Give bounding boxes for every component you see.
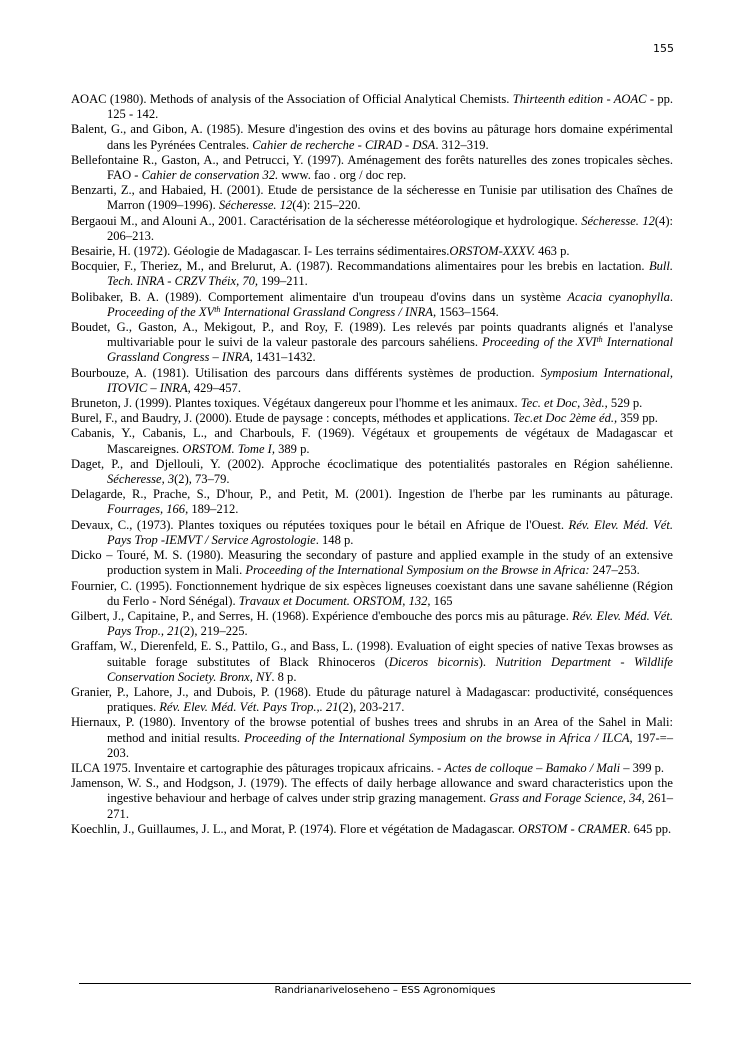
reference-segment: Devaux, C., (1973). Plantes toxiques ou réputées toxiques pour le bétail en Afrique de l'Ouest. xyxy=(71,517,569,532)
reference-italic-segment: Thirteenth edition - AOAC xyxy=(512,92,647,106)
reference-segment: Graffam, W., Dierenfeld, E. S., Pattilo, G., and Bass, L. (1998). Evaluation of eight species of native Texas browses as suitable forage substitutes of Black Rhinoceros ( xyxy=(71,639,673,669)
footer-divider xyxy=(79,983,691,984)
reference-entry xyxy=(71,487,673,517)
reference-entry xyxy=(71,822,673,837)
reference-italic-segment: Symposium International, ITOVIC – INRA, xyxy=(107,365,673,395)
reference-entry xyxy=(71,776,673,822)
reference-entry xyxy=(71,685,673,715)
reference-entry xyxy=(71,320,673,366)
reference-entry xyxy=(71,153,673,183)
reference-segment: Jamenson, W. S., and Hodgson, J. (1979). The effects of daily herbage allowance and sward characteristics upon the ingestive behaviour and herbage of calves under strip grazing management. xyxy=(71,776,673,806)
reference-segment: 429–457. xyxy=(190,380,241,395)
reference-segment: Bergaoui M., and Alouni A., 2001. Caractérisation de la sécheresse météorologique et hydrologique. xyxy=(71,213,582,228)
reference-segment: Koechlin, J., Guillaumes, J. L., and Morat, P. (1974). Flore et végétation de Madagascar. xyxy=(71,821,519,836)
reference-entry xyxy=(71,122,673,152)
reference-entry xyxy=(71,244,673,259)
reference-segment: (2), 203-217. xyxy=(338,700,405,715)
reference-segment: , 261–271. xyxy=(107,791,674,821)
footer-text: Randrianariveloseheno – ESS Agronomiques xyxy=(274,985,496,996)
reference-italic-segment: Proceeding of the International Symposium on the Browse in Africa: xyxy=(245,563,590,578)
reference-list xyxy=(71,92,673,837)
reference-segment: , 1563–1564. xyxy=(432,304,499,319)
reference-entry xyxy=(71,639,673,685)
reference-italic-segment: Travaux et Document. ORSTOM xyxy=(238,593,403,608)
reference-italic-segment: Proceeding of the XV xyxy=(107,304,215,319)
reference-italic-segment: International Grassland Congress / INRA xyxy=(220,304,433,319)
reference-entry xyxy=(71,761,673,776)
reference-italic-segment: ORSTOM. Tome I, xyxy=(182,441,275,456)
reference-entry xyxy=(71,579,673,609)
reference-segment: . xyxy=(669,289,673,304)
reference-segment: Gilbert, J., Capitaine, P., and Serres, H. (1968). Expérience d'embouche des porcs mis au pâturage. xyxy=(71,608,573,623)
reference-segment: 247–253. xyxy=(589,563,640,578)
reference-segment: Bocquier, F., Theriez, M., and Brelurut, A. (1987). Recommandations alimentaires pour les brebis en lactation. xyxy=(71,259,649,274)
reference-italic-segment: Rév. Elev. Méd. Vét. Pays Trop -IEMVT / Service Agrostologie xyxy=(107,517,674,547)
reference-entry xyxy=(71,259,673,289)
reference-entry xyxy=(71,366,673,396)
reference-italic-segment: Grass and Forage Science, 34 xyxy=(489,791,642,806)
reference-italic-segment: Proceeding of the XVI xyxy=(482,335,597,350)
reference-italic-segment: Cahier de conservation 32. xyxy=(141,168,279,183)
reference-segment: (4): 215–220. xyxy=(292,198,361,213)
reference-segment: – 399 p. xyxy=(620,760,665,775)
reference-entry xyxy=(71,715,673,761)
reference-segment: Granier, P., Lahore, J., and Dubois, P. (1968). Etude du pâturage naturel à Madagascar: productivité, conséquences pratiques. xyxy=(71,684,673,715)
reference-italic-segment: Bull. Tech. INRA - CRZV Théix, 70, xyxy=(107,259,673,289)
reference-italic-segment: Nutrition Department - Wildlife Conservation Society. Bronx, NY xyxy=(107,654,673,684)
reference-entry xyxy=(71,396,673,411)
reference-segment: Cabanis, Y., Cabanis, L., and Charbouls, F. (1969). Végétaux et groupements de végétaux de Madagascar et Mascareignes. xyxy=(71,426,673,456)
reference-segment: Bruneton, J. (1999). Plantes toxiques. Végétaux dangereux pour l'homme et les animaux. xyxy=(71,396,521,411)
reference-italic-segment: Fourrages, 166 xyxy=(107,502,186,517)
reference-segment: , 189–212. xyxy=(185,502,239,517)
reference-segment: 199–211. xyxy=(258,274,308,289)
reference-italic-segment: Actes de colloque – Bamako / Mali xyxy=(444,760,621,775)
reference-segment: ILCA 1975. Inventaire et cartographie des pâturages tropicaux africains. - xyxy=(71,760,445,775)
reference-italic-segment: International Grassland Congress – INRA, xyxy=(107,335,673,365)
reference-entry xyxy=(71,426,673,456)
reference-segment: , xyxy=(402,593,409,608)
reference-segment: 359 pp. xyxy=(617,411,658,426)
reference-entry xyxy=(71,214,673,244)
reference-italic-segment: Proceeding of the International Symposium on the browse in Africa / ILCA xyxy=(244,730,630,745)
reference-segment: . 312–319. xyxy=(435,137,489,152)
reference-segment: (2), 73–79. xyxy=(174,472,230,487)
reference-segment: www. fao . org / doc rep. xyxy=(278,168,407,183)
reference-segment: Dicko – Touré, M. S. (1980). Measuring the secondary of pasture and applied example in the study of an extensive production system in Mali. xyxy=(71,548,673,578)
reference-segment: 389 p. xyxy=(274,441,310,456)
reference-entry xyxy=(71,92,673,122)
reference-entry xyxy=(71,290,673,320)
reference-segment: Hiernaux, P. (1980). Inventory of the browse potential of bushes trees and shrubs in an Area of the Sahel in Mali: method and initial results. xyxy=(71,715,673,745)
reference-entry xyxy=(71,518,673,548)
reference-segment: ). xyxy=(478,654,496,669)
reference-segment: 463 p. xyxy=(535,244,570,259)
reference-italic-segment: ORSTOM-XXXV. xyxy=(449,244,535,259)
reference-italic-segment: Diceros bicornis xyxy=(388,654,479,669)
reference-entry xyxy=(71,183,673,213)
reference-italic-segment: Tec. et Doc, 3èd., xyxy=(520,396,608,411)
reference-italic-segment: Sécheresse, 3 xyxy=(107,472,175,487)
reference-italic-segment: Sécheresse. 12 xyxy=(218,198,293,213)
reference-segment: . 645 pp. xyxy=(627,821,672,836)
reference-segment: Bolibaker, B. A. (1989). Comportement alimentaire d'un troupeau d'ovins dans un système xyxy=(71,289,568,304)
reference-segment: . 148 p. xyxy=(315,532,354,547)
reference-italic-segment: Tec.et Doc 2ème éd., xyxy=(513,411,618,426)
reference-segment: AOAC (1980). Methods of analysis of the Association of Official Analytical Chemists. xyxy=(71,92,513,106)
reference-segment: Benzarti, Z., and Habaied, H. (2001). Etude de persistance de la sécheresse en Tunisie par utilisation des Chaînes de Marron (1909–1996). xyxy=(71,183,673,213)
reference-italic-segment: Sécheresse. 12 xyxy=(581,213,655,228)
reference-segment: Balent, G., and Gibon, A. (1985). Mesure d'ingestion des ovins et des bovins au pâturage hors domaine expérimental dans les Pyrénées Centrales. xyxy=(71,122,673,152)
reference-italic-segment: ORSTOM - CRAMER xyxy=(518,821,628,836)
reference-segment: (4): 206–213. xyxy=(107,213,673,243)
reference-segment: Daget, P., and Djellouli, Y. (2002). Approche écoclimatique des potentialités pastorales en Région sahélienne. xyxy=(71,456,673,471)
reference-segment: Besairie, H. (1972). Géologie de Madagascar. I- Les terrains sédimentaires. xyxy=(71,244,450,259)
reference-segment: Fournier, C. (1995). Fonctionnement hydrique de six espèces ligneuses coexistant dans une savane sahélienne (Région du Ferlo - Nord Sénégal). xyxy=(71,578,673,608)
reference-segment: Delagarde, R., Prache, S., D'hour, P., and Petit, M. (2001). Ingestion de l'herbe par les ruminants au pâturage. xyxy=(71,487,673,502)
reference-superscript: th xyxy=(596,335,603,345)
reference-segment: Burel, F., and Baudry, J. (2000). Etude de paysage : concepts, méthodes et applications. xyxy=(71,411,514,426)
page-number: 155 xyxy=(653,42,674,55)
reference-segment: Bellefontaine R., Gaston, A., and Petrucci, Y. (1997). Aménagement des forêts naturelles des zones tropicales sèches. FAO - xyxy=(71,152,673,183)
reference-entry xyxy=(71,609,673,639)
reference-italic-segment: 132, xyxy=(408,593,431,608)
reference-entry xyxy=(71,411,673,426)
reference-segment: 165 xyxy=(430,593,453,608)
reference-italic-segment: Acacia cyanophylla xyxy=(567,289,670,304)
reference-segment: 1431–1432. xyxy=(252,350,316,365)
reference-segment: , 197-=–203. xyxy=(107,730,674,760)
reference-segment: . 8 p. xyxy=(271,669,297,684)
reference-segment: - pp. 125 - 142. xyxy=(107,92,674,122)
reference-entry xyxy=(71,548,673,578)
reference-italic-segment: Rév. Elev. Méd. Vét. Pays Trop., 21 xyxy=(107,608,673,639)
reference-entry xyxy=(71,457,673,487)
reference-superscript: th xyxy=(214,304,221,314)
reference-segment: 529 p. xyxy=(607,396,643,411)
reference-italic-segment: Rév. Elev. Méd. Vét. Pays Trop.,. 21 xyxy=(159,700,339,715)
reference-italic-segment: Cahier de recherche - CIRAD - DSA xyxy=(252,137,436,152)
reference-segment: (2), 219–225. xyxy=(179,624,248,639)
reference-segment: Bourbouze, A. (1981). Utilisation des parcours dans différents systèmes de production. xyxy=(71,365,541,380)
reference-segment: Boudet, G., Gaston, A., Mekigout, P., and Roy, F. (1989). Les relevés par points quadrants alignés et l'analyse multivariable pour le suivi de la valeur pastorale des parcours sahéliens. xyxy=(71,320,673,350)
